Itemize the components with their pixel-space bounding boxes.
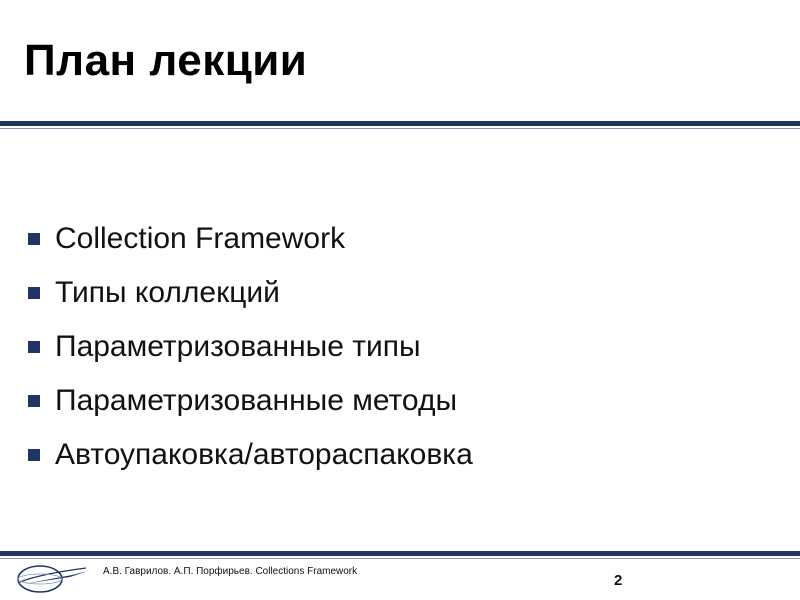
list-item xyxy=(28,320,473,374)
globe-logo-icon xyxy=(14,562,94,596)
footer-divider xyxy=(0,551,800,556)
footer-author-text: А.В. Гаврилов. А.П. Порфирьев. Collections Framework xyxy=(103,566,358,577)
list-item xyxy=(28,374,473,428)
bullet-square-icon xyxy=(28,449,40,461)
bullet-square-icon xyxy=(28,233,40,245)
list-item xyxy=(28,212,473,266)
bullet-text: Типы коллекций xyxy=(55,276,280,309)
title-divider-thin xyxy=(0,128,800,129)
bullet-text: Collection Framework xyxy=(55,222,346,255)
title-divider xyxy=(0,121,800,126)
footer-divider-thin xyxy=(0,558,800,559)
list-item xyxy=(28,266,473,320)
bullet-text: Параметризованные типы xyxy=(55,330,421,363)
bullet-square-icon xyxy=(28,341,40,353)
page-number: 2 xyxy=(614,572,623,589)
bullet-list xyxy=(28,212,473,482)
list-item xyxy=(28,428,473,482)
slide-title: План лекции xyxy=(24,36,308,85)
bullet-text: Автоупаковка/автораспаковка xyxy=(55,438,473,471)
bullet-text: Параметризованные методы xyxy=(55,384,458,417)
bullet-square-icon xyxy=(28,395,40,407)
bullet-square-icon xyxy=(28,287,40,299)
